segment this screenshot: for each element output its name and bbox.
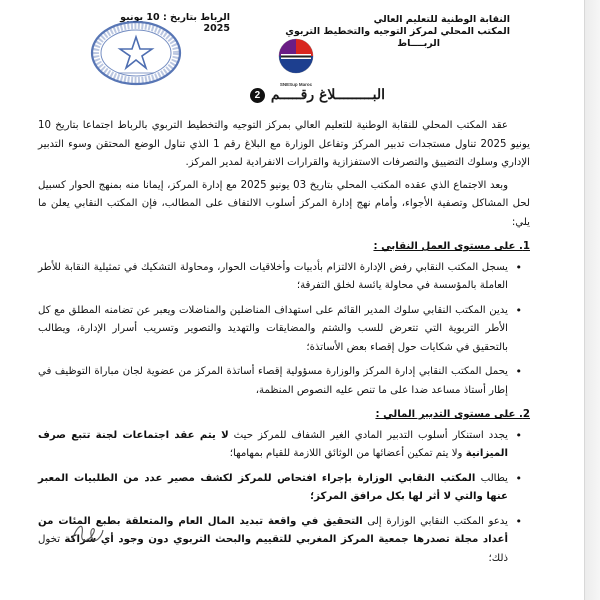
item-bold-text: لا يتم عقد اجتماعات لجنة تتبع صرف الميزانية: [38, 429, 508, 459]
union-logo: [266, 36, 326, 92]
item-text: يطالب: [475, 472, 508, 484]
item-text: يجدد استنكار أسلوب التدبير المادي الغير الشفاف للمركز حيث: [228, 429, 508, 441]
section-1-item: • يسجل المكتب النقابي رفض الإدارة الالتزام بأدبيات وأخلاقيات الحوار، ومحاولة التشكيك في تمثيلية النقابة للأطر العاملة بالمؤسسة في محاولة يائسة لخلق التفرقة؛: [38, 259, 508, 296]
handwritten-signature-icon: [68, 518, 106, 548]
logo-caption: SNESup Maroc: [279, 82, 313, 87]
intro-paragraph-1: عقد المكتب المحلي للنقابة الوطنية للتعليم العالي بمركز التوجيه والتخطيط التربوي بالرباط اجتماعا بتاريخ 10 يونيو 2025 تناول مستجدات تدبير المركز وتفاعل الوزارة مع البلاغ رقم 1 الذي تناول الوضع المحتقن وسوء التدبير الإداري وسلوك التضييق والتصرفات الاستفزازية والقرارات الانفرادية لمدير المركز.: [38, 120, 530, 168]
item-text: تخول ذلك؛: [38, 534, 508, 564]
city-label: الربــــاط: [397, 38, 440, 49]
intro-paragraph-2: وبعد الاجتماع الذي عقده المكتب المحلي بتاريخ 03 يونيو 2025 مع إدارة المركز، إيمانا منه بمنهج الحوار كسبيل لحل المشاكل وتصفية الأجواء، وأمام نهج إدارة المركز أسلوب الالتفاف على المطالب، فإن المكتب النقابي يعلن ما يلي:: [38, 179, 530, 228]
section-1-heading: 1. على مستوى العمل النقابي :: [373, 241, 530, 252]
section-2-heading: 2. على مستوى التدبير المالي :: [375, 409, 530, 420]
section-2-list: [38, 427, 530, 569]
section-2-item: [38, 427, 508, 464]
snesup-logo-icon: [273, 36, 319, 80]
date-line: الرباط بتاريخ : 10 يونيو 2025: [120, 12, 230, 34]
item-bold-text: المكتب النقابي الوزارة بإجراء افتحاص للمركز لكشف مصير عدد من الطلبيات المعبر عنها والتي لا أثر لها بكل مرافق المركز؛: [38, 472, 508, 502]
announcement-number-badge: 2: [250, 88, 265, 103]
section-1-list: [38, 259, 530, 401]
item-text: يدعو المكتب النقابي الوزارة إلى: [362, 515, 508, 527]
section-2-item: [38, 513, 508, 569]
item-text: ولا يتم تمكين أعضائها من الوثائق اللازمة للقيام بمهامها؛: [229, 448, 466, 459]
page-edge-shadow: [584, 0, 600, 600]
section-1-item: • يدين المكتب النقابي سلوك المدير القائم على استهداف المناضلين والمناضلات ويعبر عن تضامنه المطلق مع كل الأطر التربوية التي تتعرض للسب والشتم والمضايقات والتهديد والتصوير وتسريب أسرار الإدارة، ويطالب بالتحقيق في شكايات حول إقصاء بعض الأساتذة؛: [38, 302, 508, 358]
office-name: المكتب المحلي لمركز التوجيه والتخطيط التربوي: [285, 26, 510, 37]
union-name: النقابة الوطنية للتعليم العالي: [373, 14, 510, 25]
section-2-item: [38, 470, 508, 507]
official-stamp-icon: [88, 18, 184, 88]
announcement-title: [215, 87, 385, 103]
title-text: البـــــــــلاغ رقـــــم: [270, 87, 385, 103]
announcement-body: [38, 117, 530, 574]
section-1-item: • يحمل المكتب النقابي إدارة المركز والوزارة مسؤولية إقصاء أساتذة المركز من عضوية لجان مباراة التوظيف في إطار أستاذ مساعد ضدا على ما تنص عليه النصوص المنظمة،: [38, 363, 508, 400]
item-bold-text: التحقيق في واقعة تبديد المال العام والمتعلقة بطبع المئات من أعداد مجلة تصدرها جمعية المركز المغربي للتقييم والبحث التربوي دون وجود أي شراكة: [38, 515, 508, 545]
